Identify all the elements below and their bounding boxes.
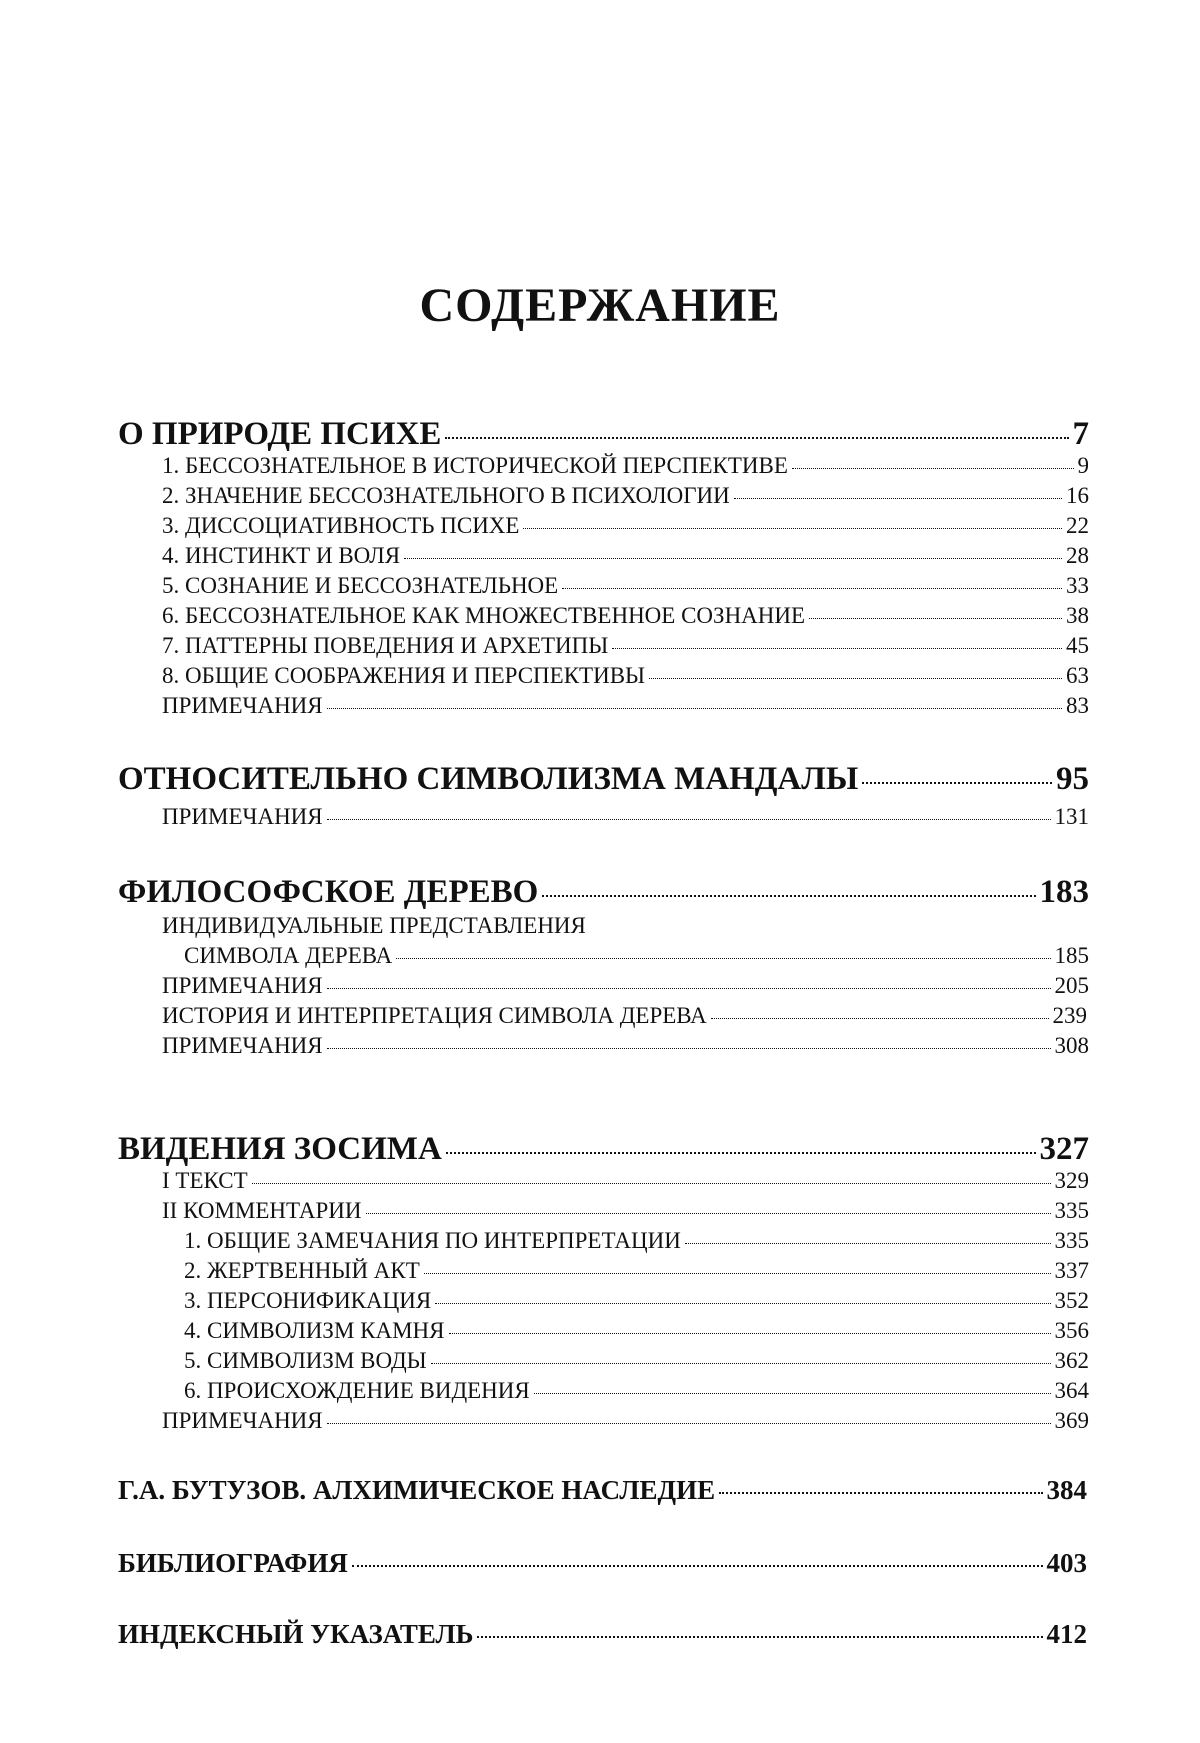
toc-section-heading[interactable] bbox=[118, 1547, 1087, 1579]
dot-leader bbox=[431, 1363, 1051, 1364]
dot-leader bbox=[534, 1393, 1051, 1394]
toc-section-heading[interactable] bbox=[118, 415, 1089, 453]
section-title: БИБЛИОГРАФИЯ bbox=[118, 1547, 348, 1579]
dot-leader bbox=[327, 1423, 1051, 1424]
toc-entry-first-line: ИНДИВИДУАЛЬНЫЕ ПРЕДСТАВЛЕНИЯ bbox=[162, 912, 586, 940]
entry-page-number: 22 bbox=[1066, 512, 1089, 540]
entry-label: 2. ЗНАЧЕНИЕ БЕССОЗНАТЕЛЬНОГО В ПСИХОЛОГИИ bbox=[162, 482, 730, 510]
section-page-number: 403 bbox=[1047, 1547, 1088, 1579]
entry-label: ПРИМЕЧАНИЯ bbox=[162, 692, 323, 720]
entry-label: ПРИМЕЧАНИЯ bbox=[162, 1032, 323, 1060]
page-title: СОДЕРЖАНИЕ bbox=[0, 282, 1200, 330]
toc-entry[interactable] bbox=[162, 602, 1089, 630]
dot-leader bbox=[435, 1303, 1050, 1304]
toc-entry[interactable] bbox=[184, 1347, 1089, 1375]
section-page-number: 7 bbox=[1073, 415, 1090, 453]
dot-leader bbox=[449, 1333, 1051, 1334]
dot-leader bbox=[424, 1273, 1051, 1274]
section-page-number: 327 bbox=[1040, 1130, 1090, 1168]
entry-page-number: 329 bbox=[1055, 1167, 1090, 1195]
entry-label: 3. ДИССОЦИАТИВНОСТЬ ПСИХЕ bbox=[162, 512, 519, 540]
dot-leader bbox=[562, 588, 1062, 589]
toc-entry[interactable] bbox=[162, 972, 1089, 1000]
toc-entry[interactable] bbox=[162, 542, 1089, 570]
entry-page-number: 369 bbox=[1055, 1407, 1090, 1435]
entry-page-number: 185 bbox=[1055, 942, 1090, 970]
dot-leader bbox=[445, 437, 1068, 439]
section-title: ИНДЕКСНЫЙ УКАЗАТЕЛЬ bbox=[118, 1618, 473, 1650]
toc-entry[interactable] bbox=[184, 1317, 1089, 1345]
dot-leader bbox=[862, 782, 1052, 784]
toc-entry[interactable] bbox=[184, 942, 1089, 970]
dot-leader bbox=[719, 1492, 1042, 1494]
entry-label: 1. БЕССОЗНАТЕЛЬНОЕ В ИСТОРИЧЕСКОЙ ПЕРСПЕКТИВЕ bbox=[162, 452, 788, 480]
section-title: Г.А. БУТУЗОВ. АЛХИМИЧЕСКОЕ НАСЛЕДИЕ bbox=[118, 1474, 715, 1506]
entry-label: I ТЕКСТ bbox=[162, 1167, 248, 1195]
toc-entry[interactable] bbox=[184, 1377, 1089, 1405]
section-page-number: 412 bbox=[1047, 1618, 1088, 1650]
toc-section-heading[interactable] bbox=[118, 760, 1089, 798]
entry-label: 5. СОЗНАНИЕ И БЕССОЗНАТЕЛЬНОЕ bbox=[162, 572, 558, 600]
dot-leader bbox=[327, 988, 1051, 989]
entry-page-number: 16 bbox=[1066, 482, 1089, 510]
entry-label: 6. БЕССОЗНАТЕЛЬНОЕ КАК МНОЖЕСТВЕННОЕ СОЗНАНИЕ bbox=[162, 602, 805, 630]
toc-entry[interactable] bbox=[162, 452, 1089, 480]
entry-page-number: 337 bbox=[1055, 1257, 1090, 1285]
toc-section-heading[interactable] bbox=[118, 1618, 1087, 1650]
toc-entry[interactable] bbox=[162, 482, 1089, 510]
entry-page-number: 362 bbox=[1055, 1347, 1090, 1375]
dot-leader bbox=[352, 1565, 1043, 1567]
dot-leader bbox=[809, 618, 1062, 619]
section-title: ФИЛОСОФСКОЕ ДЕРЕВО bbox=[118, 873, 538, 911]
entry-page-number: 9 bbox=[1078, 452, 1090, 480]
entry-page-number: 38 bbox=[1066, 602, 1089, 630]
toc-entry[interactable] bbox=[184, 1287, 1089, 1315]
entry-page-number: 239 bbox=[1053, 1002, 1088, 1030]
dot-leader bbox=[477, 1636, 1042, 1638]
entry-label: 5. СИМВОЛИЗМ ВОДЫ bbox=[184, 1347, 427, 1375]
dot-leader bbox=[327, 1048, 1051, 1049]
entry-label: ПРИМЕЧАНИЯ bbox=[162, 803, 323, 831]
entry-label: 4. ИНСТИНКТ И ВОЛЯ bbox=[162, 542, 400, 570]
entry-page-number: 83 bbox=[1066, 692, 1089, 720]
section-title: ВИДЕНИЯ ЗОСИМА bbox=[118, 1130, 442, 1168]
dot-leader bbox=[734, 498, 1062, 499]
toc-entry[interactable] bbox=[162, 1407, 1089, 1435]
toc-entry[interactable] bbox=[162, 1002, 1087, 1030]
entry-label: 8. ОБЩИЕ СООБРАЖЕНИЯ И ПЕРСПЕКТИВЫ bbox=[162, 662, 645, 690]
entry-label: ИСТОРИЯ И ИНТЕРПРЕТАЦИЯ СИМВОЛА ДЕРЕВА bbox=[162, 1002, 707, 1030]
dot-leader bbox=[446, 1152, 1036, 1154]
toc-page bbox=[0, 0, 1200, 1743]
section-page-number: 183 bbox=[1040, 873, 1090, 911]
entry-label: ПРИМЕЧАНИЯ bbox=[162, 972, 323, 1000]
dot-leader bbox=[792, 468, 1074, 469]
entry-page-number: 33 bbox=[1066, 572, 1089, 600]
entry-label: 7. ПАТТЕРНЫ ПОВЕДЕНИЯ И АРХЕТИПЫ bbox=[162, 632, 608, 660]
section-title: ОТНОСИТЕЛЬНО СИМВОЛИЗМА МАНДАЛЫ bbox=[118, 760, 858, 798]
section-title: О ПРИРОДЕ ПСИХЕ bbox=[118, 415, 441, 453]
entry-label: 3. ПЕРСОНИФИКАЦИЯ bbox=[184, 1287, 431, 1315]
toc-section-heading[interactable] bbox=[118, 1130, 1089, 1168]
toc-section-heading[interactable] bbox=[118, 1474, 1087, 1506]
entry-label: II КОММЕНТАРИИ bbox=[162, 1197, 362, 1225]
entry-page-number: 364 bbox=[1055, 1377, 1090, 1405]
dot-leader bbox=[327, 819, 1051, 820]
entry-label: СИМВОЛА ДЕРЕВА bbox=[184, 942, 392, 970]
toc-entry[interactable] bbox=[162, 692, 1089, 720]
toc-entry[interactable] bbox=[184, 1257, 1089, 1285]
entry-label: 6. ПРОИСХОЖДЕНИЕ ВИДЕНИЯ bbox=[184, 1377, 530, 1405]
entry-page-number: 28 bbox=[1066, 542, 1089, 570]
entry-page-number: 352 bbox=[1055, 1287, 1090, 1315]
entry-label: 1. ОБЩИЕ ЗАМЕЧАНИЯ ПО ИНТЕРПРЕТАЦИИ bbox=[184, 1227, 681, 1255]
entry-page-number: 356 bbox=[1055, 1317, 1090, 1345]
entry-page-number: 335 bbox=[1055, 1227, 1090, 1255]
dot-leader bbox=[612, 648, 1062, 649]
entry-page-number: 205 bbox=[1055, 972, 1090, 1000]
entry-page-number: 335 bbox=[1055, 1197, 1090, 1225]
dot-leader bbox=[523, 528, 1062, 529]
dot-leader bbox=[649, 678, 1062, 679]
section-page-number: 95 bbox=[1056, 760, 1089, 798]
toc-entry[interactable] bbox=[184, 1227, 1089, 1255]
dot-leader bbox=[711, 1018, 1049, 1019]
dot-leader bbox=[542, 895, 1035, 897]
section-page-number: 384 bbox=[1047, 1474, 1088, 1506]
entry-label: 2. ЖЕРТВЕННЫЙ АКТ bbox=[184, 1257, 420, 1285]
toc-section-heading[interactable] bbox=[118, 873, 1089, 911]
dot-leader bbox=[685, 1243, 1051, 1244]
entry-label: 4. СИМВОЛИЗМ КАМНЯ bbox=[184, 1317, 445, 1345]
dot-leader bbox=[327, 708, 1062, 709]
toc-entry[interactable] bbox=[162, 572, 1089, 600]
entry-label: ПРИМЕЧАНИЯ bbox=[162, 1407, 323, 1435]
dot-leader bbox=[396, 958, 1050, 959]
toc-entry[interactable] bbox=[162, 632, 1089, 660]
toc-entry[interactable] bbox=[162, 1032, 1089, 1060]
entry-page-number: 308 bbox=[1055, 1032, 1090, 1060]
toc-entry[interactable] bbox=[162, 512, 1089, 540]
toc-entry[interactable] bbox=[162, 803, 1089, 831]
dot-leader bbox=[404, 558, 1062, 559]
toc-entry[interactable] bbox=[162, 1167, 1089, 1195]
toc-entry[interactable] bbox=[162, 1197, 1089, 1225]
dot-leader bbox=[366, 1213, 1051, 1214]
entry-page-number: 45 bbox=[1066, 632, 1089, 660]
toc-entry[interactable] bbox=[162, 662, 1089, 690]
entry-page-number: 63 bbox=[1066, 662, 1089, 690]
entry-page-number: 131 bbox=[1055, 803, 1090, 831]
dot-leader bbox=[252, 1183, 1051, 1184]
